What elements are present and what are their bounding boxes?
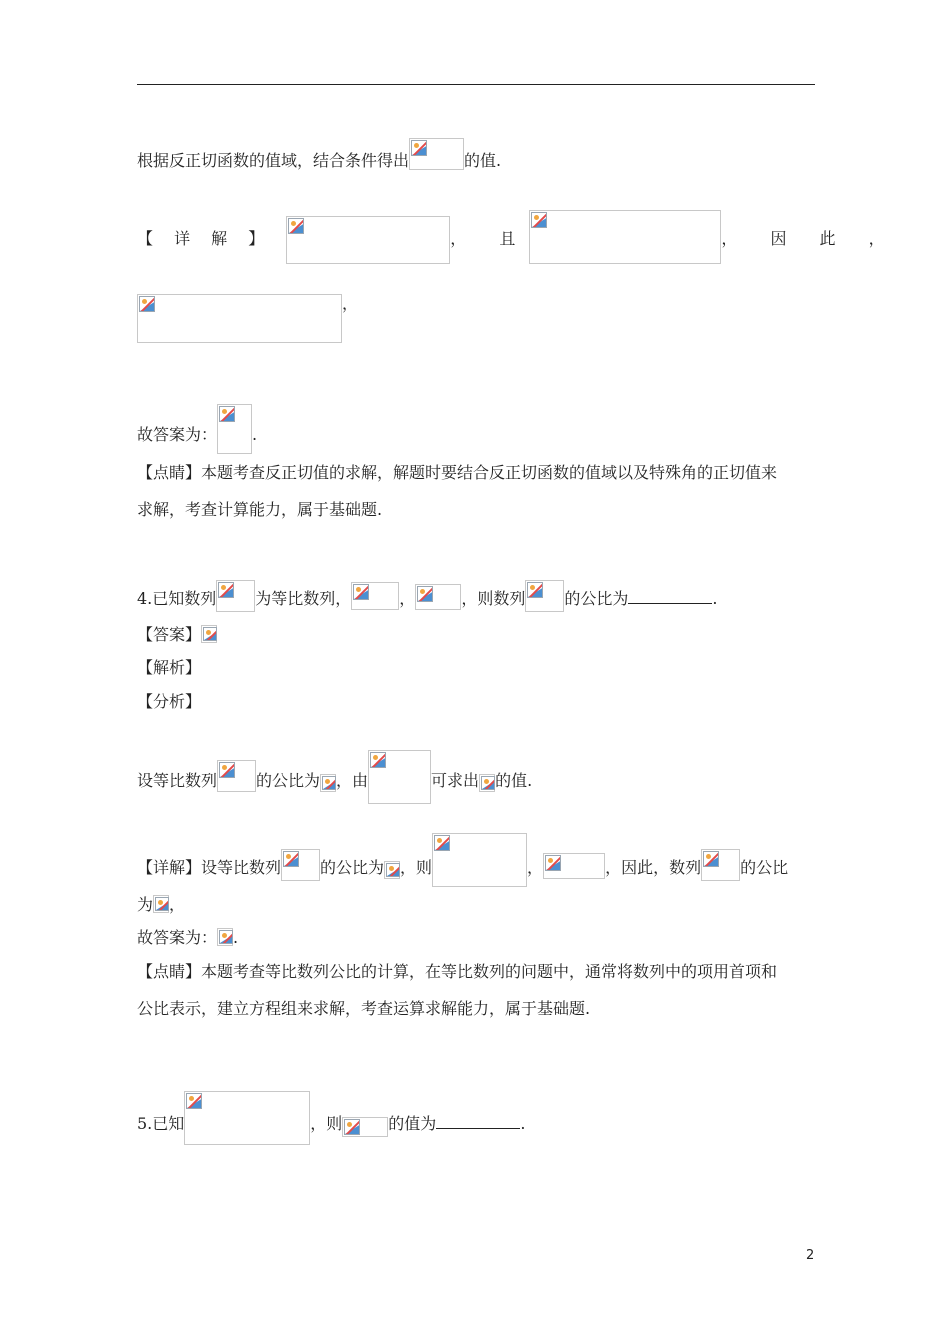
text: . xyxy=(520,1114,526,1133)
text: 故答案为： xyxy=(137,425,218,444)
formula-image-icon xyxy=(320,774,336,792)
formula-image-icon xyxy=(368,750,431,804)
answer-label: 【答案】 xyxy=(137,625,202,644)
fenxi-line xyxy=(137,750,532,804)
page-number: 2 xyxy=(806,1248,815,1263)
formula-image-icon xyxy=(342,1117,388,1137)
text: 的公比为 xyxy=(564,589,629,608)
answer-blank[interactable] xyxy=(436,1128,520,1129)
text: 4.已知数列 xyxy=(137,589,217,608)
comment-line: 求解，考查计算能力，属于基础题. xyxy=(137,500,383,519)
text: ， xyxy=(527,858,544,877)
formula-image-icon xyxy=(479,774,495,792)
formula-image-icon xyxy=(137,294,342,343)
text: . xyxy=(252,425,258,444)
formula-line xyxy=(137,294,358,343)
question-4 xyxy=(137,580,717,612)
text: ， 且 xyxy=(450,229,530,248)
text: 根据反正切函数的值域，结合条件得出 xyxy=(137,151,410,170)
detail-q4-line2 xyxy=(137,895,185,915)
text: 的值为 xyxy=(388,1114,437,1133)
text: 5.已知 xyxy=(137,1114,185,1133)
formula-image-icon xyxy=(415,584,461,610)
text: . xyxy=(712,589,718,608)
text: 的公比 xyxy=(740,858,789,877)
text: 为 xyxy=(137,895,154,914)
text: 的公比为 xyxy=(320,858,385,877)
formula-image-icon xyxy=(286,216,450,264)
text: ， xyxy=(169,895,186,914)
analysis-line xyxy=(137,138,501,171)
answer-line xyxy=(137,404,257,454)
detail-label: 【 详 解 】 xyxy=(137,229,273,248)
answer-blank[interactable] xyxy=(628,603,712,604)
text: 设等比数列 xyxy=(137,771,218,790)
text: ，则 xyxy=(310,1114,343,1133)
text: ， xyxy=(342,294,359,313)
formula-image-icon xyxy=(281,849,320,881)
formula-image-icon xyxy=(543,853,605,879)
formula-image-icon xyxy=(384,861,400,879)
text: 的值. xyxy=(464,151,502,170)
text: ， 因 此 ， xyxy=(721,229,899,248)
text: ，则数列 xyxy=(461,589,526,608)
detail-q4-line xyxy=(137,833,788,887)
text: ，因此，数列 xyxy=(605,858,702,877)
formula-image-icon xyxy=(217,760,256,792)
formula-image-icon xyxy=(525,580,564,612)
text: 可求出 xyxy=(431,771,480,790)
text: 为等比数列， xyxy=(255,589,352,608)
fenxi-label: 【分析】 xyxy=(137,692,202,711)
text: ， xyxy=(399,589,416,608)
text: 的公比为 xyxy=(256,771,321,790)
text: 【详解】设等比数列 xyxy=(137,858,282,877)
text: 的值. xyxy=(495,771,533,790)
text: . xyxy=(233,928,239,947)
formula-image-icon xyxy=(432,833,527,887)
detail-line xyxy=(137,210,899,264)
question-5 xyxy=(137,1091,525,1145)
formula-image-icon xyxy=(153,895,169,913)
text: 故答案为： xyxy=(137,928,218,947)
formula-image-icon xyxy=(216,580,255,612)
formula-image-icon xyxy=(184,1091,310,1145)
analysis-label: 【解析】 xyxy=(137,658,202,677)
comment-line: 【点睛】本题考查反正切值的求解，解题时要结合反正切函数的值域以及特殊角的正切值来 xyxy=(137,463,778,482)
formula-image-icon xyxy=(217,404,252,454)
answer-q4-line xyxy=(137,928,238,948)
formula-image-icon xyxy=(409,138,464,170)
formula-image-icon xyxy=(529,210,721,264)
formula-image-icon xyxy=(217,928,233,946)
answer-row xyxy=(137,625,217,645)
header-rule xyxy=(137,84,815,85)
comment-line: 【点睛】本题考查等比数列公比的计算，在等比数列的问题中，通常将数列中的项用首项和 xyxy=(137,962,778,981)
formula-image-icon xyxy=(701,849,740,881)
formula-image-icon xyxy=(351,582,399,610)
text: ，则 xyxy=(400,858,433,877)
text: ，由 xyxy=(336,771,369,790)
comment-line: 公比表示，建立方程组来求解，考查运算求解能力，属于基础题. xyxy=(137,999,591,1018)
formula-image-icon xyxy=(201,625,217,643)
